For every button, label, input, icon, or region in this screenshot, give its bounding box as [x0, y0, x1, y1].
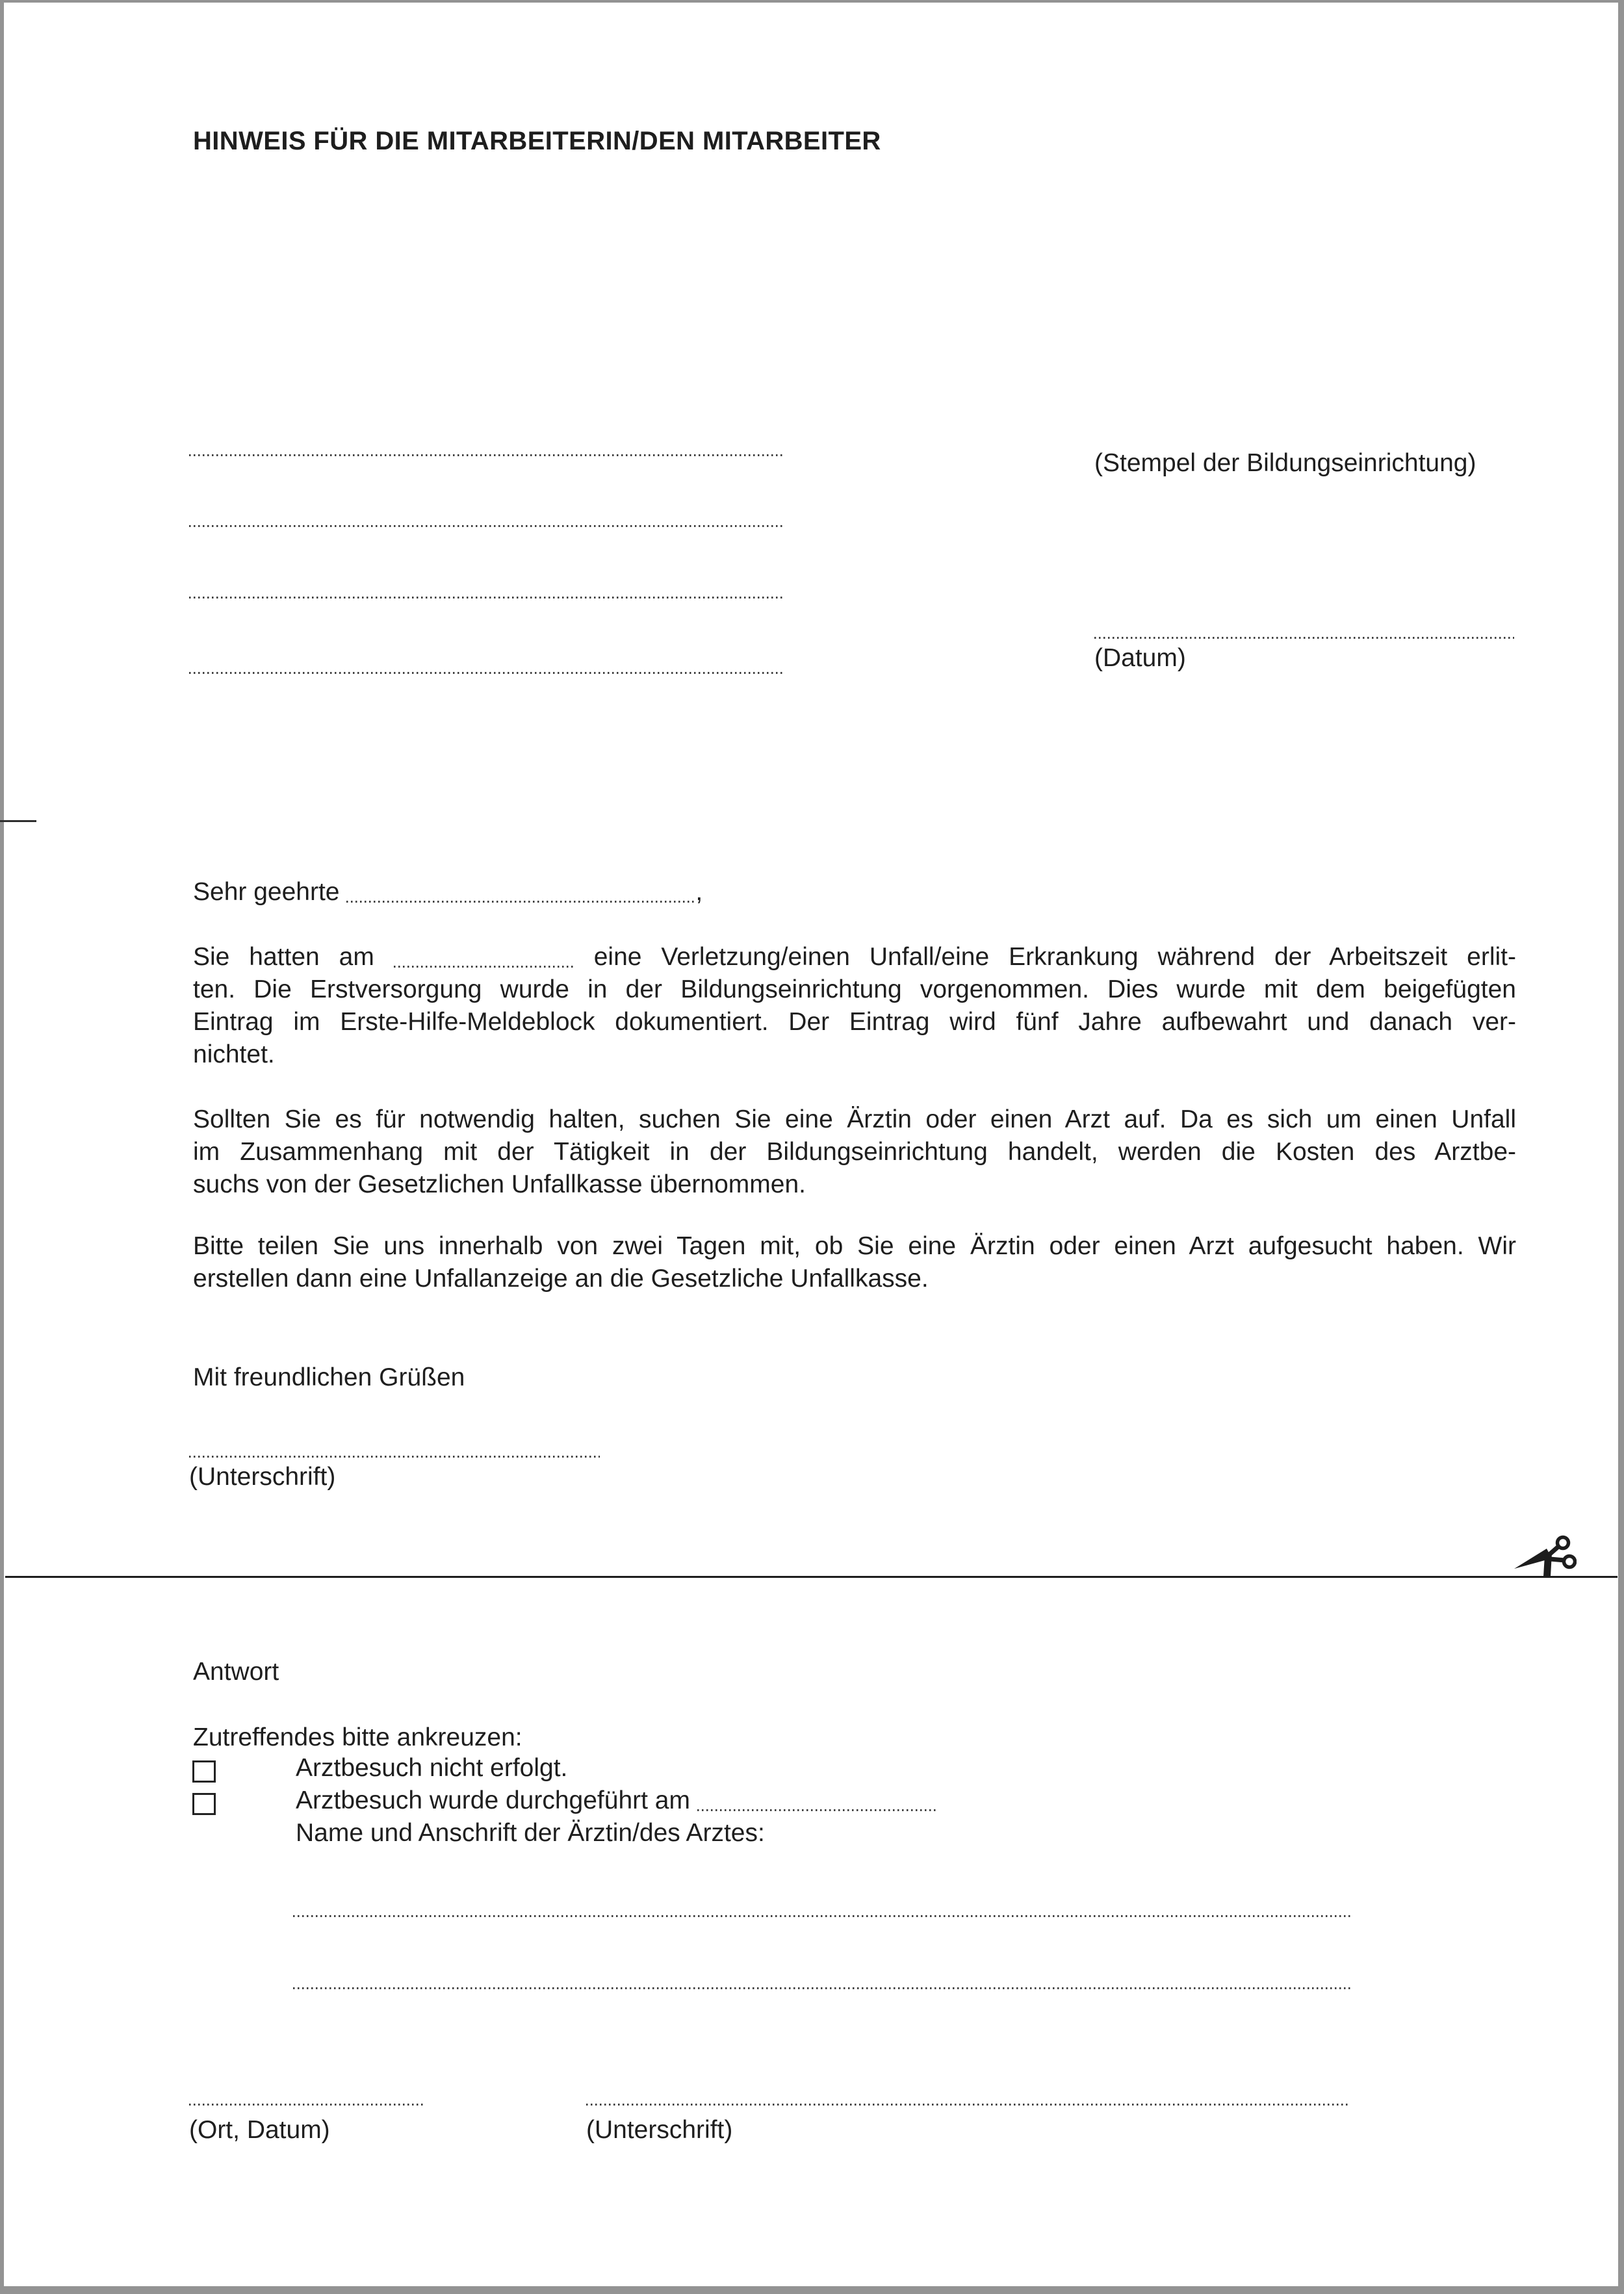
checkbox-doctor-visit-done[interactable]: [192, 1793, 216, 1815]
paragraph-notify-line-2: erstellen dann eine Unfallanzeige an die Gesetzliche Unfallkasse.: [193, 1265, 929, 1293]
date-label: (Datum): [1094, 644, 1186, 672]
stamp-label: (Stempel der Bildungseinrichtung): [1094, 449, 1476, 477]
salutation-prefix: Sehr geehrte: [193, 878, 340, 906]
accident-date-fill-line[interactable]: [394, 966, 574, 968]
paragraph-doctor-line-2: im Zusammenhang mit der Tätigkeit in der Bildungseinrichtung handelt, werden die Kosten des Arztbe-: [193, 1138, 1516, 1166]
signature-label: (Unterschrift): [189, 1463, 336, 1491]
salutation-line: [193, 876, 702, 909]
cut-line: [5, 1576, 1618, 1578]
accident-line1-after: eine Verletzung/einen Unfall/eine Erkrankung während der Arbeitszeit erlit-: [593, 943, 1516, 971]
recipient-fill-line-4[interactable]: [189, 672, 785, 674]
paragraph-accident-line-3: Eintrag im Erste-Hilfe-Meldeblock dokumentiert. Der Eintrag wird fünf Jahre aufbewahrt und danach ver-: [193, 1008, 1516, 1036]
paragraph-doctor-line-3: suchs von der Gesetzlichen Unfallkasse übernommen.: [193, 1170, 806, 1198]
date-fill-line[interactable]: [1094, 637, 1514, 639]
answer-signature-fill-line[interactable]: [586, 2104, 1350, 2106]
checkbox-no-doctor-visit[interactable]: [192, 1760, 216, 1783]
signature-fill-line[interactable]: [189, 1456, 600, 1458]
scissors-icon: [1514, 1535, 1577, 1577]
answer-heading: Antwort: [193, 1658, 279, 1686]
recipient-fill-line-1[interactable]: [189, 454, 785, 456]
doctor-address-fill-line-2[interactable]: [293, 1987, 1350, 1989]
answer-instruction: Zutreffendes bitte ankreuzen:: [193, 1723, 522, 1751]
paragraph-accident-line-4: nichtet.: [193, 1040, 275, 1068]
recipient-fill-line-2[interactable]: [189, 525, 785, 527]
paragraph-accident-line-2: ten. Die Erstversorgung wurde in der Bildungseinrichtung vorgenommen. Dies wurde mit dem beigefügten: [193, 975, 1516, 1003]
salutation-name-fill-line[interactable]: [346, 901, 695, 903]
paragraph-accident: [193, 941, 1516, 1071]
paragraph-notify: [193, 1230, 1516, 1295]
closing-line: Mit freundlichen Grüßen: [193, 1363, 465, 1391]
paragraph-doctor-line-1: Sollten Sie es für notwendig halten, suchen Sie eine Ärztin oder einen Arzt auf. Da es sich um einen Unfall: [193, 1105, 1516, 1133]
visit-date-fill-line[interactable]: [697, 1809, 938, 1811]
doctor-address-label: Name und Anschrift der Ärztin/des Arztes:: [296, 1819, 765, 1847]
page-title: HINWEIS FÜR DIE MITARBEITERIN/DEN MITARBEITER: [193, 127, 881, 155]
place-date-label: (Ort, Datum): [189, 2116, 330, 2144]
paragraph-doctor: [193, 1103, 1516, 1201]
place-date-fill-line[interactable]: [189, 2104, 423, 2106]
option-doctor-visit-done-label: [296, 1785, 938, 1817]
paragraph-notify-line-1: Bitte teilen Sie uns innerhalb von zwei Tagen mit, ob Sie eine Ärztin oder einen Arzt aufgesucht haben. Wir: [193, 1232, 1516, 1260]
paragraph-accident-line-1: [193, 941, 1516, 973]
salutation-comma: ,: [695, 878, 703, 906]
option-no-doctor-visit-label: Arztbesuch nicht erfolgt.: [296, 1754, 568, 1782]
accident-line1-before: Sie hatten am: [193, 943, 374, 971]
option-doctor-visit-done-text: Arztbesuch wurde durchgeführt am: [296, 1786, 690, 1814]
answer-signature-label: (Unterschrift): [586, 2116, 733, 2144]
fold-mark: [0, 820, 36, 822]
doctor-address-fill-line-1[interactable]: [293, 1915, 1350, 1917]
recipient-fill-line-3[interactable]: [189, 597, 785, 599]
